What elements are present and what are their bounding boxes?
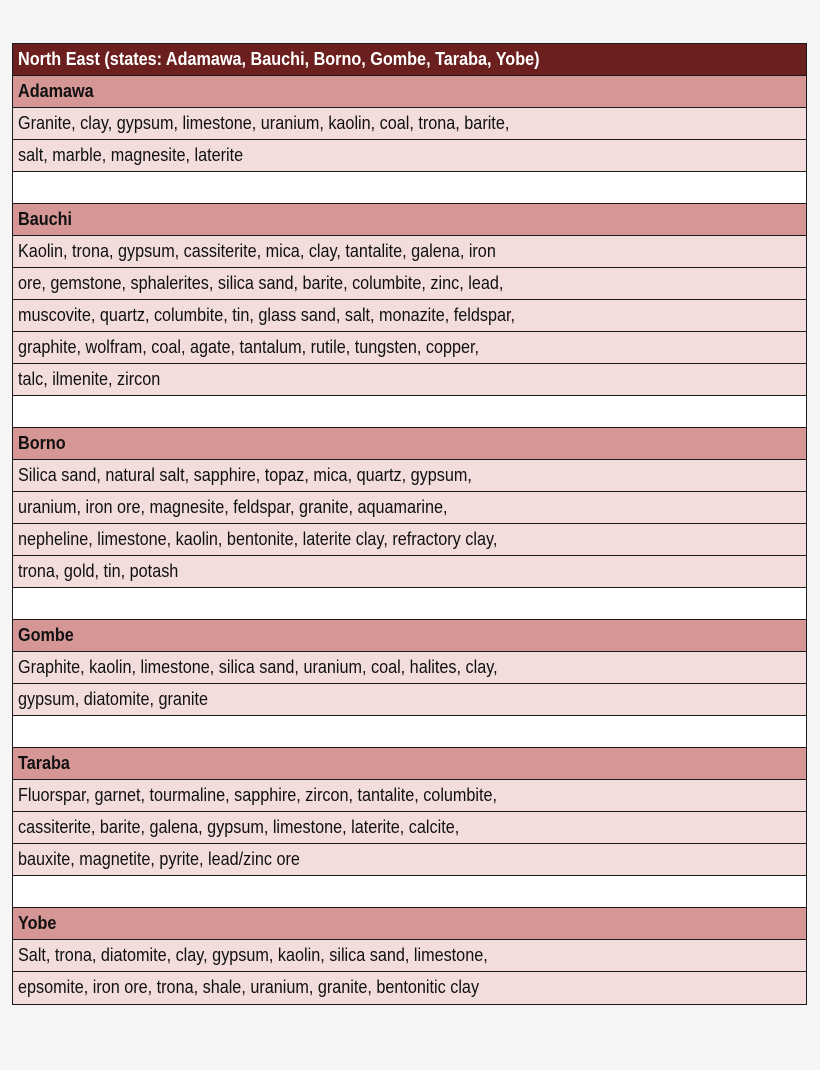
mineral-list-row	[13, 364, 806, 396]
mineral-list-text: Fluorspar, garnet, tourmaline, sapphire, zircon, tantalite, columbite,	[18, 785, 498, 805]
state-name: Adamawa	[18, 81, 94, 101]
blank-separator-row	[13, 172, 806, 204]
mineral-list-text: salt, marble, magnesite, laterite	[18, 145, 244, 165]
mineral-list-text: nepheline, limestone, kaolin, bentonite, laterite clay, refractory clay,	[18, 529, 498, 549]
mineral-list-text: ore, gemstone, sphalerites, silica sand, barite, columbite, zinc, lead,	[18, 273, 504, 293]
mineral-list-row	[13, 556, 806, 588]
state-name: Gombe	[18, 625, 74, 645]
mineral-list-row	[13, 108, 806, 140]
mineral-list-row	[13, 844, 806, 876]
blank-separator-row	[13, 876, 806, 908]
mineral-list-text: Silica sand, natural salt, sapphire, topaz, mica, quartz, gypsum,	[18, 465, 472, 485]
mineral-list-text: gypsum, diatomite, granite	[18, 689, 208, 709]
mineral-list-row	[13, 300, 806, 332]
mineral-list-row	[13, 940, 806, 972]
state-header-row	[13, 620, 806, 652]
blank-separator-row	[13, 396, 806, 428]
state-header-row	[13, 748, 806, 780]
mineral-list-text: Granite, clay, gypsum, limestone, uranium, kaolin, coal, trona, barite,	[18, 113, 510, 133]
state-name: Taraba	[18, 753, 70, 773]
state-header-row	[13, 204, 806, 236]
table-title-row	[13, 44, 806, 76]
mineral-list-text: bauxite, magnetite, pyrite, lead/zinc ore	[18, 849, 300, 869]
state-name: Bauchi	[18, 209, 73, 229]
state-header-row	[13, 428, 806, 460]
blank-separator-row	[13, 716, 806, 748]
mineral-list-row	[13, 684, 806, 716]
mineral-list-text: cassiterite, barite, galena, gypsum, limestone, laterite, calcite,	[18, 817, 460, 837]
minerals-table	[12, 43, 807, 1005]
mineral-list-row	[13, 972, 806, 1004]
mineral-list-row	[13, 524, 806, 556]
blank-separator-row	[13, 588, 806, 620]
state-name: Borno	[18, 433, 66, 453]
mineral-list-text: Kaolin, trona, gypsum, cassiterite, mica, clay, tantalite, galena, iron	[18, 241, 496, 261]
mineral-list-row	[13, 236, 806, 268]
mineral-list-row	[13, 268, 806, 300]
mineral-list-row	[13, 780, 806, 812]
mineral-list-text: Graphite, kaolin, limestone, silica sand, uranium, coal, halites, clay,	[18, 657, 498, 677]
mineral-list-text: talc, ilmenite, zircon	[18, 369, 161, 389]
state-header-row	[13, 908, 806, 940]
mineral-list-text: trona, gold, tin, potash	[18, 561, 179, 581]
mineral-list-row	[13, 140, 806, 172]
table-title: North East (states: Adamawa, Bauchi, Borno, Gombe, Taraba, Yobe)	[18, 49, 540, 69]
mineral-list-text: epsomite, iron ore, trona, shale, uranium, granite, bentonitic clay	[18, 977, 480, 997]
mineral-list-row	[13, 460, 806, 492]
mineral-list-row	[13, 812, 806, 844]
mineral-list-row	[13, 492, 806, 524]
state-header-row	[13, 76, 806, 108]
mineral-list-text: graphite, wolfram, coal, agate, tantalum, rutile, tungsten, copper,	[18, 337, 480, 357]
mineral-list-text: Salt, trona, diatomite, clay, gypsum, kaolin, silica sand, limestone,	[18, 945, 488, 965]
mineral-list-row	[13, 652, 806, 684]
mineral-list-text: uranium, iron ore, magnesite, feldspar, granite, aquamarine,	[18, 497, 448, 517]
mineral-list-text: muscovite, quartz, columbite, tin, glass sand, salt, monazite, feldspar,	[18, 305, 516, 325]
state-name: Yobe	[18, 913, 57, 933]
mineral-list-row	[13, 332, 806, 364]
